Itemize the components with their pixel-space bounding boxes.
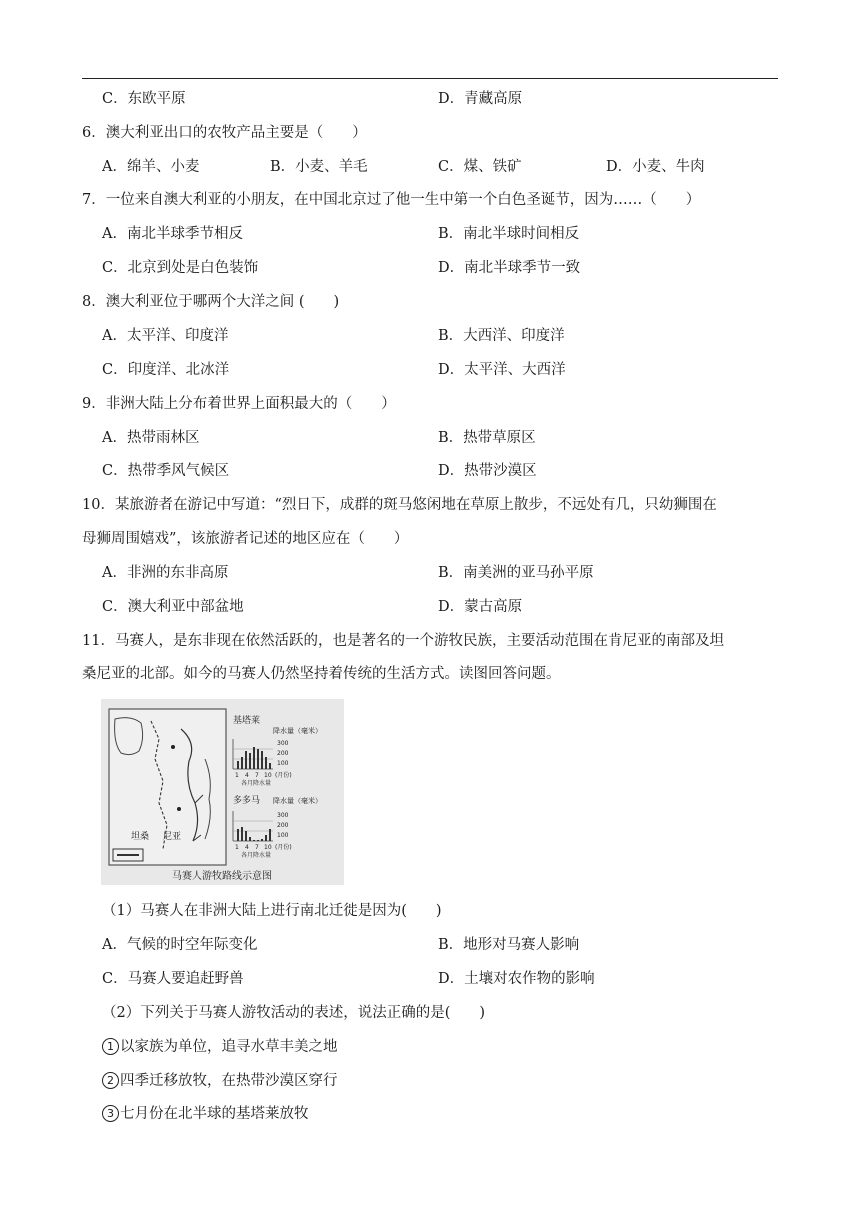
chart2-ytick-100: 100 xyxy=(277,832,289,839)
chart2-xtick-1: 1 xyxy=(235,844,239,851)
q8-option-b[interactable]: B．大西洋、印度洋 xyxy=(438,328,565,344)
q11-sub1-stem: （1）马赛人在非洲大陆上进行南北迁徙是因为( ) xyxy=(102,903,442,919)
q11-sub2-item-2[interactable] xyxy=(102,1071,338,1091)
chart1-xtick-7: 7 xyxy=(255,772,259,779)
item-number-3: 3 xyxy=(102,1105,119,1122)
chart2-ytick-300: 300 xyxy=(277,812,289,819)
q5-option-c[interactable]: C．东欧平原 xyxy=(102,91,186,107)
q8-stem: 8．澳大利亚位于哪两个大洋之间 ( ) xyxy=(82,294,340,310)
chart1-xtick-10: 10 xyxy=(264,772,272,779)
city-marker-1 xyxy=(171,745,175,749)
chart2-month-label: (月份) xyxy=(275,844,292,851)
header-rule xyxy=(82,78,778,79)
q10-option-d[interactable]: D．蒙古高原 xyxy=(438,599,523,615)
chart1-xtick-4: 4 xyxy=(245,772,249,779)
q8-option-d[interactable]: D．太平洋、大西洋 xyxy=(438,362,566,378)
map-label-tanzania-1: 坦桑 xyxy=(131,832,150,842)
q8-option-a[interactable]: A．太平洋、印度洋 xyxy=(102,328,229,344)
chart1-month-label: (月份) xyxy=(275,772,292,779)
q6-option-b[interactable]: B．小麦、羊毛 xyxy=(270,159,368,175)
city-marker-2 xyxy=(177,807,181,811)
q10-stem-line2: 母狮周围嬉戏”，该旅游者记述的地区应在（ ） xyxy=(82,531,409,547)
chart2-legend-note: 各月降水量 xyxy=(241,852,272,859)
q11-sub2-stem: （2）下列关于马赛人游牧活动的表述，说法正确的是( ) xyxy=(102,1005,486,1021)
q10-stem-line1: 10．某旅游者在游记中写道：“烈日下，成群的斑马悠闲地在草原上散步，不远处有几，只幼狮围在 xyxy=(82,497,717,513)
q6-stem: 6．澳大利亚出口的农牧产品主要是（ ） xyxy=(82,125,367,141)
q11-stem-line2: 桑尼亚的北部。如今的马赛人仍然坚持着传统的生活方式。读图回答问题。 xyxy=(82,666,561,682)
item-text-1: 以家族为单位，追寻水草丰美之地 xyxy=(120,1039,338,1055)
chart2-xtick-7: 7 xyxy=(255,844,259,851)
q11-sub1-option-b[interactable]: B．地形对马赛人影响 xyxy=(438,937,580,953)
q11-sub1-option-a[interactable]: A．气候的时空年际变化 xyxy=(102,937,258,953)
maasai-route-map xyxy=(101,699,344,885)
q11-stem-line1: 11．马赛人，是东非现在依然活跃的，也是著名的一个游牧民族，主要活动范围在肯尼亚的南部及坦 xyxy=(82,633,724,649)
q7-option-a[interactable]: A．南北半球季节相反 xyxy=(102,226,243,242)
chart1-title: 基塔莱 xyxy=(233,716,261,726)
q11-sub2-item-3[interactable] xyxy=(102,1104,309,1124)
chart1-ytick-200: 200 xyxy=(277,750,289,757)
figure-caption: 马赛人游牧路线示意图 xyxy=(172,871,272,882)
q11-sub1-option-c[interactable]: C．马赛人要追赶野兽 xyxy=(102,971,244,987)
q6-option-a[interactable]: A．绵羊、小麦 xyxy=(102,159,200,175)
chart2-xtick-4: 4 xyxy=(245,844,249,851)
item-number-2: 2 xyxy=(102,1072,119,1089)
chart2-ytick-200: 200 xyxy=(277,822,289,829)
chart1-ytick-300: 300 xyxy=(277,740,289,747)
q10-option-b[interactable]: B．南美洲的亚马孙平原 xyxy=(438,565,594,581)
item-text-2: 四季迁移放牧，在热带沙漠区穿行 xyxy=(120,1073,338,1089)
q8-option-c[interactable]: C．印度洋、北冰洋 xyxy=(102,362,230,378)
q7-option-d[interactable]: D．南北半球季节一致 xyxy=(438,260,581,276)
chart1-legend-note: 各月降水量 xyxy=(241,780,272,787)
q11-sub1-option-d[interactable]: D．土壤对农作物的影响 xyxy=(438,971,595,987)
q7-option-b[interactable]: B．南北半球时间相反 xyxy=(438,226,580,242)
chart1-precip-label: 降水量（毫米） xyxy=(273,727,322,735)
q10-option-c[interactable]: C．澳大利亚中部盆地 xyxy=(102,599,244,615)
map-label-tanzania-2: 尼亚 xyxy=(163,832,182,842)
q9-option-b[interactable]: B．热带草原区 xyxy=(438,430,536,446)
chart1-xtick-1: 1 xyxy=(235,772,239,779)
q9-option-d[interactable]: D．热带沙漠区 xyxy=(438,463,537,479)
item-number-1: 1 xyxy=(102,1038,119,1055)
q9-stem: 9．非洲大陆上分布着世界上面积最大的（ ） xyxy=(82,396,396,412)
q7-option-c[interactable]: C．北京到处是白色装饰 xyxy=(102,260,259,276)
q11-sub2-item-1[interactable] xyxy=(102,1037,338,1057)
chart2-precip-label: 降水量（毫米） xyxy=(273,797,322,805)
q10-option-a[interactable]: A．非洲的东非高原 xyxy=(102,565,229,581)
maasai-route-figure xyxy=(101,699,344,885)
chart2-title: 多多马 xyxy=(233,796,261,806)
q5-option-d[interactable]: D．青藏高原 xyxy=(438,91,523,107)
q7-stem: 7．一位来自澳大利亚的小朋友，在中国北京过了他一生中第一个白色圣诞节，因为……（ ） xyxy=(82,192,701,208)
chart2-xtick-10: 10 xyxy=(264,844,272,851)
q6-option-c[interactable]: C．煤、铁矿 xyxy=(438,159,522,175)
q9-option-c[interactable]: C．热带季风气候区 xyxy=(102,463,230,479)
item-text-3: 七月份在北半球的基塔莱放牧 xyxy=(120,1106,309,1122)
q6-option-d[interactable]: D．小麦、牛肉 xyxy=(606,159,705,175)
q9-option-a[interactable]: A．热带雨林区 xyxy=(102,430,200,446)
chart1-ytick-100: 100 xyxy=(277,760,289,767)
